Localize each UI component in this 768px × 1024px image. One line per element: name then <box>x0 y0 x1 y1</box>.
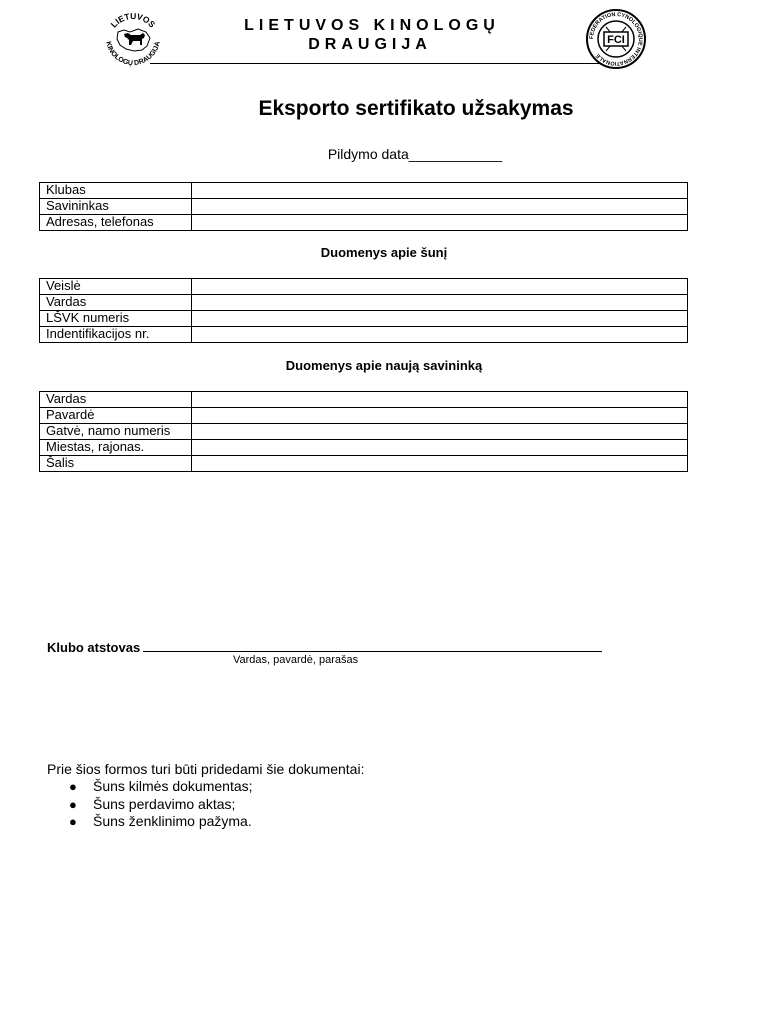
table-row <box>40 392 688 408</box>
bullet-icon: ● <box>69 814 77 829</box>
new-owner-section-heading: Duomenys apie naują savininką <box>285 358 483 373</box>
dog-info-table <box>39 278 688 343</box>
last-name-label: Pavardė <box>40 408 192 424</box>
bullet-icon: ● <box>69 796 77 812</box>
attachment-item-marking-certificate: Šuns ženklinimo pažyma. <box>93 813 252 829</box>
table-row <box>40 327 688 343</box>
country-label: Šalis <box>40 456 192 472</box>
city-label: Miestas, rajonas. <box>40 440 192 456</box>
registry-number-label: LŠVK numeris <box>40 311 192 327</box>
bullet-icon: ● <box>69 779 77 794</box>
signature-line <box>143 638 602 652</box>
street-label: Gatvė, namo numeris <box>40 424 192 440</box>
svg-text:FCI: FCI <box>607 34 625 46</box>
org-name-line-2: DRAUGIJA <box>308 36 432 53</box>
org-name-line-1: LIETUVOS KINOLOGŲ <box>244 17 500 34</box>
fci-logo-icon <box>584 9 648 69</box>
attachments-list <box>47 778 253 831</box>
club-info-table <box>39 182 688 231</box>
dog-name-label: Vardas <box>40 295 192 311</box>
breed-label: Veislė <box>40 279 192 295</box>
list-item <box>47 796 253 814</box>
dog-name-value <box>192 295 688 311</box>
table-row <box>40 408 688 424</box>
identification-number-value <box>192 327 688 343</box>
list-item <box>47 778 253 796</box>
attachment-item-pedigree: Šuns kilmės dokumentas; <box>93 778 253 794</box>
table-row <box>40 295 688 311</box>
registry-number-value <box>192 311 688 327</box>
table-row <box>40 424 688 440</box>
club-label: Klubas <box>40 183 192 199</box>
dog-logo-icon <box>100 8 166 70</box>
owner-value <box>192 199 688 215</box>
svg-text:KINOLOGŲ DRAUGIJA: KINOLOGŲ DRAUGIJA <box>104 40 162 68</box>
owner-label: Savininkas <box>40 199 192 215</box>
table-row <box>40 311 688 327</box>
table-row <box>40 199 688 215</box>
first-name-label: Vardas <box>40 392 192 408</box>
new-owner-info-table <box>39 391 688 472</box>
table-row <box>40 440 688 456</box>
club-representative-line <box>47 638 602 655</box>
attachment-item-transfer-act: Šuns perdavimo aktas; <box>93 795 236 812</box>
svg-text:LIETUVOS: LIETUVOS <box>108 10 158 30</box>
club-representative-label: Klubo atstovas <box>47 640 141 655</box>
fill-date-field: Pildymo data____________ <box>327 146 503 162</box>
table-row <box>40 215 688 231</box>
header-divider <box>150 63 602 64</box>
table-row <box>40 183 688 199</box>
last-name-value <box>192 408 688 424</box>
dog-section-heading: Duomenys apie šunį <box>320 245 448 260</box>
address-phone-label: Adresas, telefonas <box>40 215 192 231</box>
table-row <box>40 456 688 472</box>
first-name-value <box>192 392 688 408</box>
street-value <box>192 424 688 440</box>
list-item <box>47 813 253 831</box>
fci-logo <box>584 9 648 69</box>
breed-value <box>192 279 688 295</box>
svg-text:FEDERATION CYNOLOGIQUE INTERNA: FEDERATION CYNOLOGIQUE INTERNATIONALE <box>588 11 644 67</box>
city-value <box>192 440 688 456</box>
address-phone-value <box>192 215 688 231</box>
country-value <box>192 456 688 472</box>
table-row <box>40 279 688 295</box>
lkd-logo <box>100 8 166 70</box>
club-value <box>192 183 688 199</box>
identification-number-label: Indentifikacijos nr. <box>40 327 192 343</box>
document-title: Eksporto sertifikato užsakymas <box>258 97 574 120</box>
attachments-intro: Prie šios formos turi būti pridedami šie dokumentai: <box>47 761 365 777</box>
signature-caption: Vardas, pavardė, parašas <box>233 654 359 666</box>
